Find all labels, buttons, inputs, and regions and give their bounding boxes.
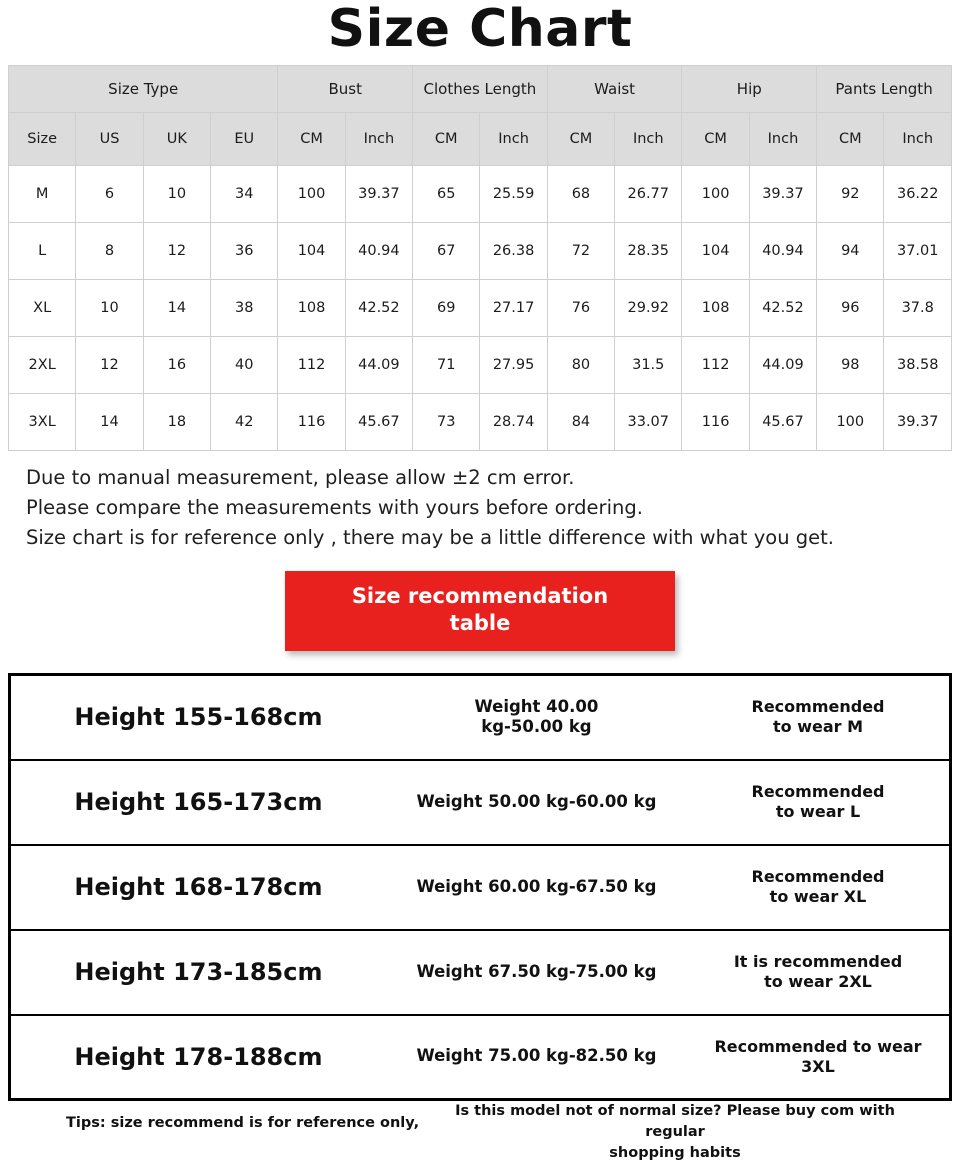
sub-header-hip-inch: Inch xyxy=(749,112,816,165)
cell-bust-cm: 112 xyxy=(278,336,345,393)
cell-eu: 42 xyxy=(211,393,278,450)
table-row xyxy=(9,279,952,336)
cell-waist-inch: 26.77 xyxy=(615,165,682,222)
cell-us: 6 xyxy=(76,165,143,222)
rec-line-2: to wear L xyxy=(775,802,861,821)
cell-bust-inch: 44.09 xyxy=(345,336,412,393)
cell-weight xyxy=(386,930,687,1015)
measurement-notes xyxy=(0,451,960,554)
cell-us: 12 xyxy=(76,336,143,393)
sub-header-uk: UK xyxy=(143,112,210,165)
cell-eu: 38 xyxy=(211,279,278,336)
rec-line-1: Recommended xyxy=(751,782,885,801)
group-header-hip: Hip xyxy=(682,65,817,112)
cell-clothes-length-cm: 67 xyxy=(413,222,480,279)
weight-line-1: Weight 50.00 kg-60.00 kg xyxy=(416,791,657,811)
cell-pants-length-inch: 37.8 xyxy=(884,279,952,336)
cell-pants-length-cm: 94 xyxy=(817,222,884,279)
rec-line-2: to wear XL xyxy=(769,887,867,906)
cell-pants-length-inch: 36.22 xyxy=(884,165,952,222)
group-header-bust: Bust xyxy=(278,65,413,112)
cell-recommendation xyxy=(687,675,951,760)
cell-pants-length-cm: 98 xyxy=(817,336,884,393)
cell-bust-cm: 104 xyxy=(278,222,345,279)
cell-uk: 14 xyxy=(143,279,210,336)
cell-clothes-length-inch: 26.38 xyxy=(480,222,547,279)
rec-line-1: It is recommended xyxy=(733,952,903,971)
cell-waist-inch: 31.5 xyxy=(615,336,682,393)
weight-line-2: kg-50.00 kg xyxy=(481,717,592,737)
banner-line-1: Size recommendation xyxy=(351,584,609,609)
cell-clothes-length-cm: 73 xyxy=(413,393,480,450)
banner-row xyxy=(0,571,960,651)
weight-line-1: Weight 60.00 kg-67.50 kg xyxy=(416,876,657,896)
cell-height: Height 168-178cm xyxy=(10,845,386,930)
cell-waist-cm: 80 xyxy=(547,336,614,393)
rec-line-1: Recommended xyxy=(751,867,885,886)
table-row xyxy=(10,675,951,760)
table-row xyxy=(9,393,952,450)
cell-bust-inch: 39.37 xyxy=(345,165,412,222)
rec-line-1: Recommended to wear xyxy=(714,1036,922,1056)
cell-pants-length-cm: 96 xyxy=(817,279,884,336)
cell-hip-cm: 108 xyxy=(682,279,749,336)
cell-clothes-length-inch: 25.59 xyxy=(480,165,547,222)
size-table-container xyxy=(0,57,960,451)
cell-waist-cm: 84 xyxy=(547,393,614,450)
cell-uk: 10 xyxy=(143,165,210,222)
weight-line-1: Weight 75.00 kg-82.50 kg xyxy=(416,1046,657,1066)
cell-clothes-length-inch: 27.17 xyxy=(480,279,547,336)
cell-size: 3XL xyxy=(9,393,76,450)
cell-height: Height 178-188cm xyxy=(10,1015,386,1100)
footer-tip-right-line-2: shopping habits xyxy=(609,1145,741,1162)
cell-uk: 18 xyxy=(143,393,210,450)
size-table-head xyxy=(9,65,952,165)
table-row xyxy=(10,1015,951,1100)
table-row xyxy=(9,222,952,279)
cell-uk: 12 xyxy=(143,222,210,279)
cell-hip-inch: 42.52 xyxy=(749,279,816,336)
footer-tip-right-line-1: Is this model not of normal size? Please buy com with regular xyxy=(455,1103,895,1141)
banner-line-2: table xyxy=(449,611,511,636)
group-header-clothes-length: Clothes Length xyxy=(413,65,548,112)
table-row xyxy=(10,930,951,1015)
cell-us: 8 xyxy=(76,222,143,279)
cell-pants-length-inch: 39.37 xyxy=(884,393,952,450)
cell-size: XL xyxy=(9,279,76,336)
cell-recommendation xyxy=(687,845,951,930)
cell-bust-inch: 45.67 xyxy=(345,393,412,450)
cell-waist-cm: 68 xyxy=(547,165,614,222)
weight-line-1: Weight 40.00 xyxy=(474,696,599,716)
cell-weight xyxy=(386,845,687,930)
cell-size: 2XL xyxy=(9,336,76,393)
cell-waist-cm: 76 xyxy=(547,279,614,336)
sub-header-waist-cm: CM xyxy=(547,112,614,165)
size-table-body xyxy=(9,165,952,450)
table-row xyxy=(9,336,952,393)
cell-height: Height 165-173cm xyxy=(10,760,386,845)
size-table-sub-header-row xyxy=(9,112,952,165)
cell-pants-length-inch: 38.58 xyxy=(884,336,952,393)
cell-hip-inch: 45.67 xyxy=(749,393,816,450)
cell-us: 10 xyxy=(76,279,143,336)
cell-hip-cm: 100 xyxy=(682,165,749,222)
cell-bust-inch: 40.94 xyxy=(345,222,412,279)
footer-tips xyxy=(0,1101,960,1161)
cell-size: L xyxy=(9,222,76,279)
cell-us: 14 xyxy=(76,393,143,450)
sub-header-waist-inch: Inch xyxy=(615,112,682,165)
cell-weight xyxy=(386,760,687,845)
cell-hip-inch: 44.09 xyxy=(749,336,816,393)
table-row xyxy=(10,845,951,930)
cell-waist-inch: 33.07 xyxy=(615,393,682,450)
group-header-pants-length: Pants Length xyxy=(817,65,952,112)
cell-waist-inch: 28.35 xyxy=(615,222,682,279)
cell-pants-length-inch: 37.01 xyxy=(884,222,952,279)
cell-bust-cm: 108 xyxy=(278,279,345,336)
recommendation-table xyxy=(8,673,952,1101)
cell-pants-length-cm: 100 xyxy=(817,393,884,450)
cell-eu: 40 xyxy=(211,336,278,393)
note-line-3: Size chart is for reference only , there may be a little difference with what you get. xyxy=(26,526,834,550)
sub-header-eu: EU xyxy=(211,112,278,165)
cell-size: M xyxy=(9,165,76,222)
sub-header-clothes-length-inch: Inch xyxy=(480,112,547,165)
cell-hip-inch: 39.37 xyxy=(749,165,816,222)
sub-header-pants-length-inch: Inch xyxy=(884,112,952,165)
weight-line-1: Weight 67.50 kg-75.00 kg xyxy=(416,961,657,981)
size-table xyxy=(8,65,952,451)
cell-waist-inch: 29.92 xyxy=(615,279,682,336)
cell-recommendation xyxy=(687,1015,951,1100)
cell-recommendation xyxy=(687,760,951,845)
sub-header-us: US xyxy=(76,112,143,165)
rec-line-2: to wear M xyxy=(772,717,864,737)
sub-header-hip-cm: CM xyxy=(682,112,749,165)
cell-height: Height 155-168cm xyxy=(10,675,386,760)
recommendation-table-body xyxy=(10,675,951,1100)
recommendation-table-container xyxy=(0,651,960,1101)
sub-header-bust-cm: CM xyxy=(278,112,345,165)
cell-bust-cm: 116 xyxy=(278,393,345,450)
page-title: Size Chart xyxy=(327,0,633,59)
cell-recommendation xyxy=(687,930,951,1015)
cell-bust-inch: 42.52 xyxy=(345,279,412,336)
cell-clothes-length-cm: 71 xyxy=(413,336,480,393)
group-header-waist: Waist xyxy=(547,65,682,112)
size-table-group-header-row xyxy=(9,65,952,112)
note-line-2: Please compare the measurements with yours before ordering. xyxy=(26,495,643,519)
cell-eu: 34 xyxy=(211,165,278,222)
cell-clothes-length-inch: 28.74 xyxy=(480,393,547,450)
cell-hip-cm: 116 xyxy=(682,393,749,450)
footer-tip-left: Tips: size recommend is for reference only, xyxy=(66,1115,420,1131)
cell-waist-cm: 72 xyxy=(547,222,614,279)
size-recommendation-banner xyxy=(285,571,675,651)
cell-weight xyxy=(386,1015,687,1100)
note-line-1: Due to manual measurement, please allow ±2 cm error. xyxy=(26,465,575,489)
cell-eu: 36 xyxy=(211,222,278,279)
group-header-size-type: Size Type xyxy=(9,65,278,112)
sub-header-bust-inch: Inch xyxy=(345,112,412,165)
rec-line-2: 3XL xyxy=(801,1056,835,1076)
sub-header-clothes-length-cm: CM xyxy=(413,112,480,165)
cell-clothes-length-inch: 27.95 xyxy=(480,336,547,393)
cell-weight xyxy=(386,675,687,760)
rec-line-2: to wear 2XL xyxy=(764,972,872,991)
cell-uk: 16 xyxy=(143,336,210,393)
footer-tip-right xyxy=(430,1101,920,1164)
cell-clothes-length-cm: 69 xyxy=(413,279,480,336)
rec-line-1: Recommended xyxy=(751,697,885,717)
cell-hip-cm: 112 xyxy=(682,336,749,393)
sub-header-pants-length-cm: CM xyxy=(817,112,884,165)
table-row xyxy=(9,165,952,222)
cell-hip-inch: 40.94 xyxy=(749,222,816,279)
cell-height: Height 173-185cm xyxy=(10,930,386,1015)
sub-header-size: Size xyxy=(9,112,76,165)
cell-bust-cm: 100 xyxy=(278,165,345,222)
cell-pants-length-cm: 92 xyxy=(817,165,884,222)
table-row xyxy=(10,760,951,845)
cell-hip-cm: 104 xyxy=(682,222,749,279)
cell-clothes-length-cm: 65 xyxy=(413,165,480,222)
